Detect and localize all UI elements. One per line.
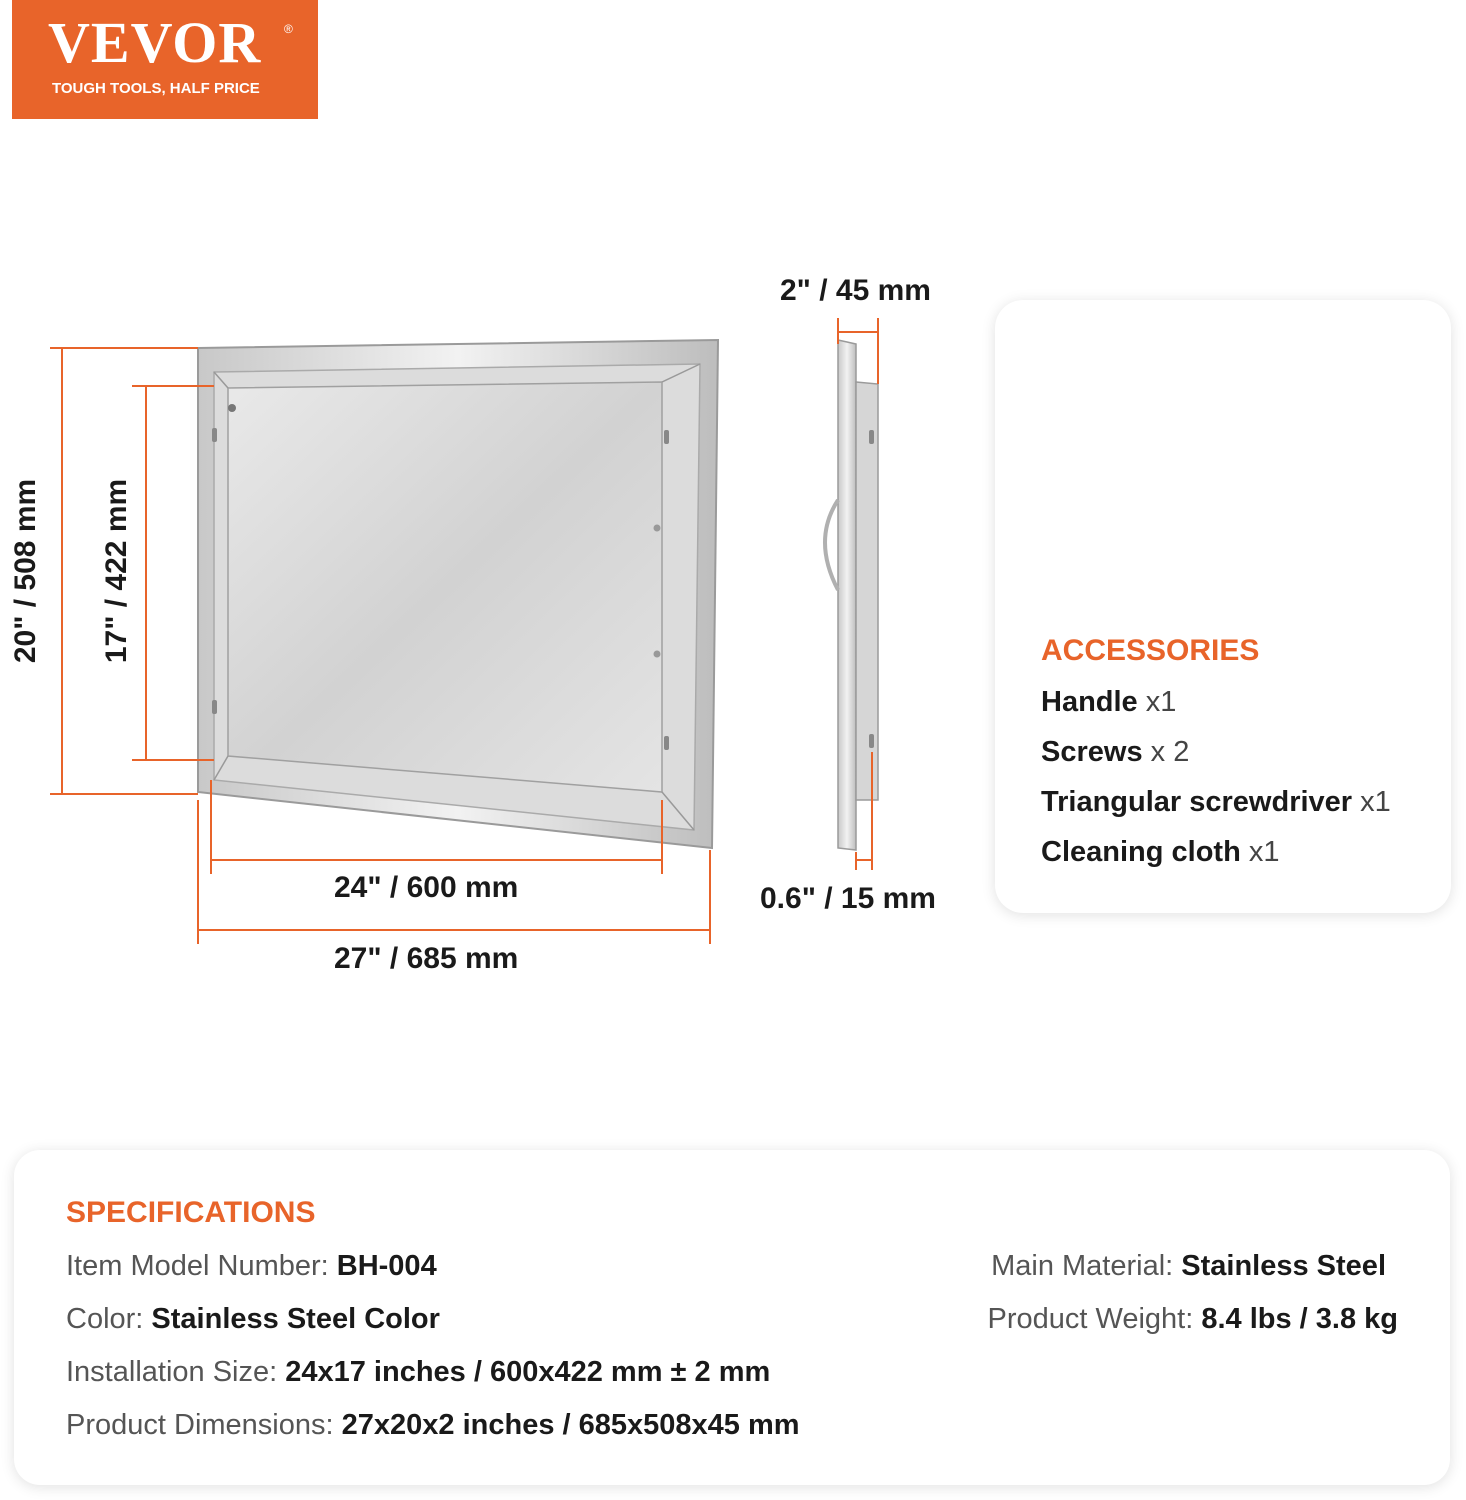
spec-row-weight: [987, 1303, 1398, 1336]
door-front-view: [198, 340, 718, 848]
accessory-qty: x1: [1145, 686, 1177, 718]
accessory-name: Handle: [1041, 686, 1138, 718]
door-side-view: [825, 340, 878, 850]
depth-label: 2" / 45 mm: [780, 274, 931, 307]
accessories-title: ACCESSORIES: [1041, 634, 1260, 667]
accessory-item: [1041, 686, 1176, 719]
spec-row-material: [991, 1250, 1386, 1283]
accessory-item: [1041, 836, 1280, 869]
accessory-qty: x 2: [1150, 736, 1190, 768]
spec-row-installation-size: [66, 1356, 770, 1389]
accessory-qty: x1: [1248, 836, 1280, 868]
spec-label: Product Weight:: [987, 1303, 1194, 1335]
brand-registered-mark: ®: [284, 22, 293, 36]
accessory-item: [1041, 786, 1391, 819]
inner-height-label: 17" / 422 mm: [100, 478, 133, 664]
spec-label: Color:: [66, 1303, 144, 1335]
accessory-name: Cleaning cloth: [1041, 836, 1241, 868]
spec-value: 24x17 inches / 600x422 mm ± 2 mm: [285, 1356, 771, 1388]
frame-depth-label: 0.6" / 15 mm: [760, 882, 936, 915]
inner-width-label: 24" / 600 mm: [334, 871, 519, 904]
brand-tagline: TOUGH TOOLS, HALF PRICE: [52, 80, 260, 97]
spec-row-model: [66, 1250, 437, 1283]
accessory-name: Screws: [1041, 736, 1143, 768]
spec-label: Installation Size:: [66, 1356, 278, 1388]
accessory-item: [1041, 736, 1189, 769]
spec-value: 8.4 lbs / 3.8 kg: [1201, 1303, 1398, 1335]
accessory-name: Triangular screwdriver: [1041, 786, 1353, 818]
spec-label: Item Model Number:: [66, 1250, 329, 1282]
spec-value: BH-004: [336, 1250, 437, 1282]
spec-value: 27x20x2 inches / 685x508x45 mm: [341, 1409, 800, 1441]
spec-label: Main Material:: [991, 1250, 1174, 1282]
specifications-title: SPECIFICATIONS: [66, 1196, 316, 1229]
spec-row-product-dimensions: [66, 1409, 800, 1442]
outer-height-label: 20" / 508 mm: [9, 478, 42, 664]
spec-row-color: [66, 1303, 440, 1336]
brand-name: VEVOR: [48, 10, 262, 75]
accessory-qty: x1: [1360, 786, 1391, 818]
outer-width-label: 27" / 685 mm: [334, 942, 519, 975]
spec-value: Stainless Steel: [1181, 1250, 1386, 1282]
accessories-card: [995, 300, 1451, 913]
spec-label: Product Dimensions:: [66, 1409, 334, 1441]
spec-value: Stainless Steel Color: [151, 1303, 440, 1335]
specifications-card: [14, 1150, 1450, 1485]
